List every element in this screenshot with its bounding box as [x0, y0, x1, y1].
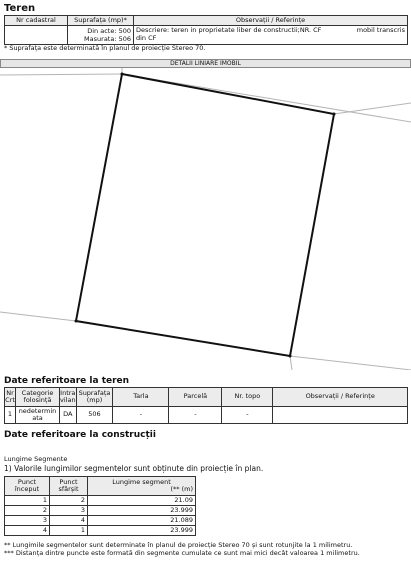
header-punct-inceput: Punct început [5, 477, 50, 496]
segment-end: 2 [50, 496, 88, 506]
header-intravilan: Intra vilan [60, 388, 77, 407]
header-suprafata: Suprafața (mp)* [68, 16, 134, 26]
neighbor-line [290, 356, 411, 370]
din-acte-value: Din acte: 500 [87, 27, 131, 35]
segment-start: 2 [5, 506, 50, 516]
neighbor-line [290, 356, 292, 370]
section-title-constructii: Date referitoare la construcții [4, 430, 156, 440]
segment-length: 23.999 [88, 526, 196, 536]
segment-length: 21.089 [88, 516, 196, 526]
segmente-table [4, 476, 196, 536]
vertex-marker [121, 73, 124, 76]
cell-categorie: nedetermin ata [16, 407, 60, 424]
masurata-value: Masurata: 506 [84, 35, 131, 43]
segmente-note-2: *** Distanța dintre puncte este formată din segmente cumulate ce sunt mai mici decât valoarea 1 milimetru. [4, 550, 360, 557]
section-title-date-teren: Date referitoare la teren [4, 376, 130, 386]
parcel-plan [0, 68, 411, 370]
header-nr-topo: Nr. topo [222, 388, 273, 407]
descriere-text-line2: din CF [136, 33, 157, 42]
segment-end: 3 [50, 506, 88, 516]
segment-start: 1 [5, 496, 50, 506]
header-observatii: Observații / Referințe [134, 16, 408, 26]
segmente-subtitle: 1) Valorile lungimilor segmentelor sunt obținute din proiecție în plan. [4, 464, 264, 473]
cell-suprafata-teren: 506 [76, 407, 113, 424]
descriere-text-end: mobil transcris [356, 26, 405, 34]
segment-start: 3 [5, 516, 50, 526]
teren-table [4, 15, 408, 45]
vertex-marker [333, 113, 336, 116]
vertex-marker [289, 355, 292, 358]
teren-footnote: * Suprafața este determinată în planul de proiecție Stereo 70. [4, 44, 206, 52]
segment-length: 23.999 [88, 506, 196, 516]
neighbor-line [334, 103, 411, 114]
header-suprafata-teren: Suprafața (mp) [76, 388, 113, 407]
segment-length: 21.09 [88, 496, 196, 506]
date-teren-table [4, 387, 408, 424]
neighbor-line [0, 74, 122, 75]
cell-descriere [134, 26, 408, 45]
cell-nr-crt: 1 [5, 407, 16, 424]
vertex-marker [75, 320, 78, 323]
neighbor-line [0, 312, 76, 321]
segmente-note-1: ** Lungimile segmentelor sunt determinate în planul de proiecție Stereo 70 și sunt rotunjite la 1 milimetru. [4, 542, 353, 549]
section-title-teren: Teren [4, 3, 36, 14]
cell-suprafata [68, 26, 134, 45]
header-tarla: Tarla [113, 388, 169, 407]
header-observatii-teren: Observații / Referințe [273, 388, 408, 407]
plan-header: DETALII LINIARE IMOBIL [0, 59, 411, 68]
segment-start: 4 [5, 526, 50, 536]
cell-nr-topo: - [222, 407, 273, 424]
cell-observatii-teren [273, 407, 408, 424]
descriere-text: Descriere: teren in proprietate liber de constructii;NR. CF [136, 26, 322, 34]
cell-nr-cadastral [5, 26, 68, 45]
parcel-boundary [76, 74, 334, 356]
header-categorie: Categorie folosință [16, 388, 60, 407]
header-lungime-unit: (** (m) [170, 485, 193, 493]
cell-intravilan: DA [60, 407, 77, 424]
header-nr-crt: Nr Crt [5, 388, 16, 407]
segment-end: 4 [50, 516, 88, 526]
header-punct-sfarsit: Punct sfârșit [50, 477, 88, 496]
cell-tarla: - [113, 407, 169, 424]
header-parcela: Parcelă [169, 388, 222, 407]
segmente-title: Lungime Segmente [4, 455, 68, 463]
segment-end: 1 [50, 526, 88, 536]
header-lungime-label: Lungime segment [112, 477, 171, 486]
header-lungime-segment [88, 477, 196, 496]
cell-parcela: - [169, 407, 222, 424]
header-nr-cadastral: Nr cadastral [5, 16, 68, 26]
